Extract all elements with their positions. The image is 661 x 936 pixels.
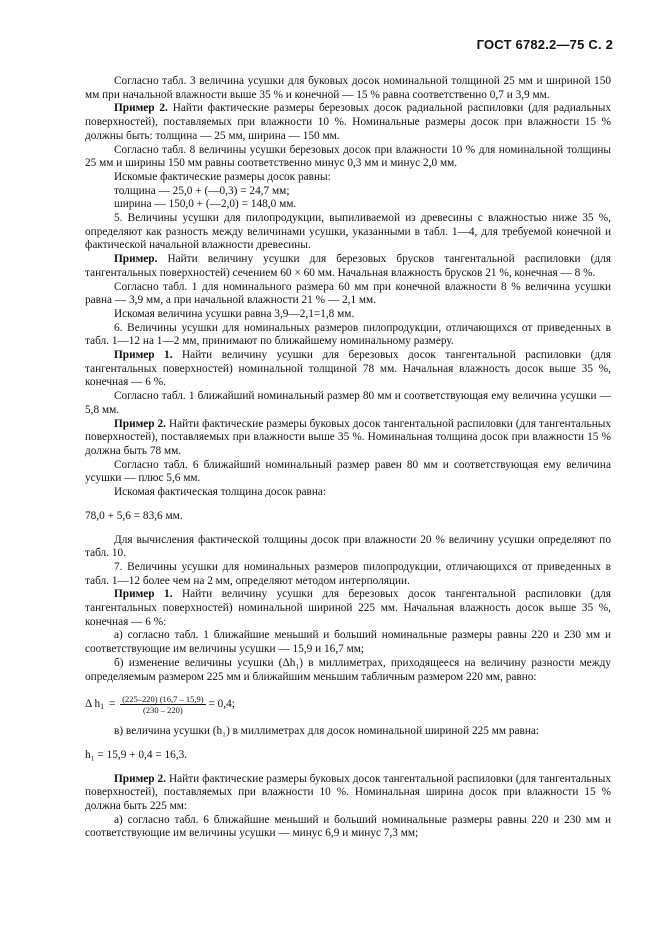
paragraph: 6. Величины усушки для номинальных размеров пилопродукции, отличающихся от приведенных в табл. 1—12 на 1—2 мм, принимают по ближайшему номинальному размеру. xyxy=(85,321,611,348)
paragraph: 5. Величины усушки для пилопродукции, выпиливаемой из древесины с влажностью ниже 35 %, определяют как разность между величинами усушки, указанными в табл. 1—4, для требуемой конечной и фактической начальной влажности древесины. xyxy=(85,212,611,252)
example-paragraph xyxy=(85,418,611,459)
list-item: б) изменение величины усушки (Δh₁) в миллиметрах, приходящееся на величину разности между определяемым размером 225 мм и ближайшим меньшим табличным размером 220 мм, равно: xyxy=(85,656,611,683)
equation: h₁ = 15,9 + 0,4 = 16,3. xyxy=(85,748,188,761)
paragraph: Согласно табл. 1 ближайший номинальный размер 80 мм и соответствующая ему величина усушки — 5,8 мм. xyxy=(85,390,611,416)
example-text: Найти величину усушки для березовых досок тангентальной распиловки (для тангентальных поверхностей) номинальной шириной 225 мм. Начальная влажность досок выше 35 %, конечная — 6 %: xyxy=(85,588,611,628)
example-label: Пример 2. xyxy=(114,417,167,430)
paragraph: Согласно табл. 6 ближайший номинальный размер равен 80 мм и соответствующая ему величина усушки — плюс 5,6 мм. xyxy=(85,458,611,485)
page-header: ГОСТ 6782.2—75 С. 2 xyxy=(476,37,613,52)
page-body xyxy=(85,75,611,841)
paragraph: 7. Величины усушки для номинальных размеров пилопродукции, отличающихся от приведенных в табл. 1—12 более чем на 2 мм, определяют методом интерполяции. xyxy=(85,560,611,587)
fraction-denominator: (230 – 220) xyxy=(143,705,183,716)
formula-line: толщина — 25,0 + (—0,3) = 24,7 мм; xyxy=(114,184,290,197)
list-item: а) согласно табл. 1 ближайшие меньший и больший номинальные размеры равны 220 и 230 мм и соответствующие им величины усушки — 15,9 и 16,7 мм; xyxy=(85,629,611,656)
example-label: Пример. xyxy=(114,253,158,266)
example-label: Пример 2. xyxy=(114,772,167,785)
example-text: Найти фактические размеры березовых досок радиальной распиловки (для радиальных поверхностей), поставляемых при влажности 10 %. Номинальные размеры досок при влажности 15 % должны быть: толщина — 25 мм, ширина — 150 мм. xyxy=(85,102,612,142)
list-item: а) согласно табл. 6 ближайшие меньший и больший номинальные размеры равны 220 и 230 мм и соответствующие им величины усушки — минус 6,9 и минус 7,3 мм; xyxy=(85,813,611,840)
example-paragraph xyxy=(85,773,611,814)
fraction-numerator: (225–220) (16,7 – 15,9) xyxy=(122,694,204,705)
paragraph: Для вычисления фактической толщины досок при влажности 20 % величину усушки определяют по табл. 10. xyxy=(85,533,611,560)
example-text: Найти величину усушки для березовых досок тангентальной распиловки (для тангентальных поверхностей) номинальной толщиной 78 мм. Начальная влажность досок выше 35 %, конечная — 6 %. xyxy=(85,349,611,389)
example-paragraph xyxy=(85,588,611,629)
example-paragraph xyxy=(85,253,611,280)
example-paragraph xyxy=(85,349,611,390)
equation-subscript: 1 xyxy=(100,702,105,712)
paragraph: Искомая величина усушки равна 3,9—2,1=1,8 мм. xyxy=(114,307,355,320)
example-label: Пример 2. xyxy=(114,102,168,115)
example-text: Найти фактические размеры буковых досок тангентальной распиловки (для тангентальных поверхностей), поставляемых при влажности выше 35 %. Номинальная толщина досок при влажности 15 % должна быть 78 мм. xyxy=(85,417,611,457)
equation-lhs: Δ h xyxy=(85,698,101,711)
example-text: Найти фактические размеры буковых досок тангентальной распиловки (для тангентальных поверхностей), поставляемых при влажности 10 %. Номинальная ширина досок при влажности 15 % должна быть 225 мм: xyxy=(85,772,611,813)
list-item: в) величина усушки (h₁) в миллиметрах для досок номинальной шириной 225 мм равна: xyxy=(114,725,540,738)
paragraph: Согласно табл. 1 для номинального размера 60 мм при конечной влажности 8 % величина усушки равна — 3,9 мм, а при начальной влажности 21 % — 2,1 мм. xyxy=(85,280,611,307)
example-label: Пример 1. xyxy=(114,349,173,362)
paragraph: Искомые фактические размеры досок равны: xyxy=(114,170,331,183)
equation: 78,0 + 5,6 = 83,6 мм. xyxy=(85,509,183,522)
paragraph: Искомая фактическая толщина досок равна: xyxy=(114,486,327,499)
fraction xyxy=(120,694,205,715)
example-label: Пример 1. xyxy=(114,588,173,601)
formula-line: ширина — 150,0 + (—2,0) = 148,0 мм. xyxy=(114,198,297,211)
paragraph: Согласно табл. 3 величина усушки для буковых досок номинальной толщиной 25 мм и шириной 150 мм при начальной влажности выше 35 % и конечной — 15 % равна соответственно 0,7 и 3,9 мм. xyxy=(85,75,611,101)
interpolation-equation: Δ $h_1$ = $\frac{(225-220) (16,7 - 15,9)}{(230 - 220)}$ = 0,4; xyxy=(85,694,235,716)
example-paragraph xyxy=(85,102,611,143)
paragraph: Согласно табл. 8 величины усушки березовых досок при влажности 10 % для номинальной толщины 25 мм и ширины 150 мм равны соответственно минус 0,3 мм и минус 2,0 мм. xyxy=(85,143,611,170)
equation-rhs: = 0,4; xyxy=(208,698,235,711)
example-text: Найти величину усушки для березовых брусков тангентальной распиловки (для тангентальных поверхностей) сечением 60 × 60 мм. Начальная влажность брусков 21 %, конечная — 8 %. xyxy=(85,253,611,279)
